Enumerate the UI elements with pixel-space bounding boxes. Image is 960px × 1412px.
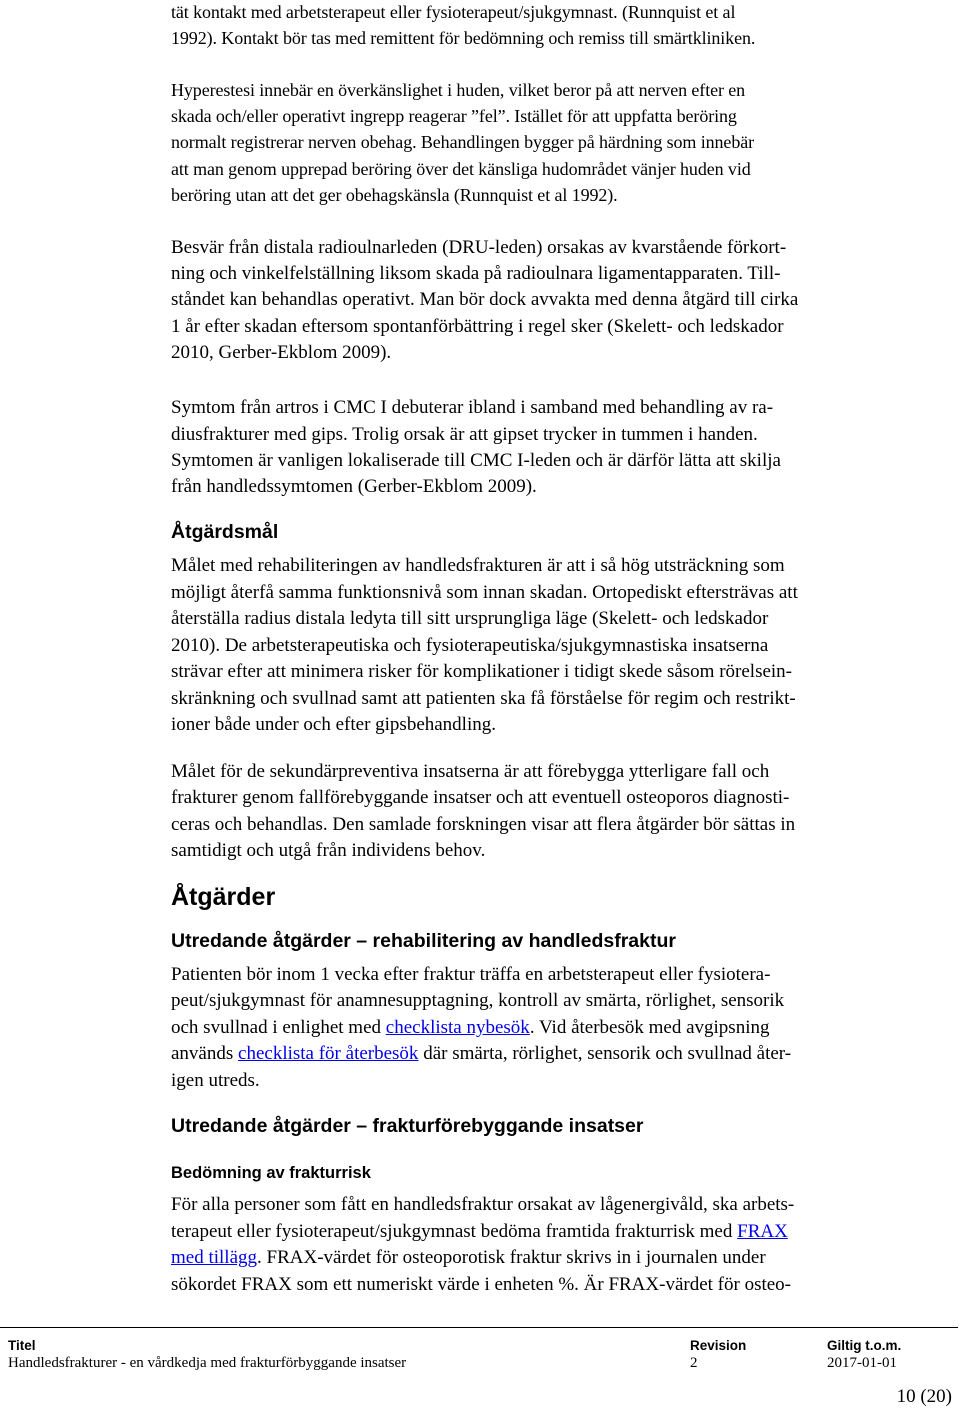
paragraph-line: Symtomen är vanligen lokaliserade till CMC I-leden och är därför lätta att skilja — [171, 450, 781, 471]
subheading-bedomning-frakturrisk: Bedömning av frakturrisk — [171, 1164, 371, 1182]
paragraph-line — [171, 1041, 791, 1067]
footer-divider — [0, 1327, 958, 1328]
paragraph-line: Målet med rehabiliteringen av handledsfrakturen är att i så hög utsträckning som — [171, 555, 785, 576]
subheading-frakturforebyggande: Utredande åtgärder – frakturförebyggande insatser — [171, 1115, 644, 1137]
paragraph-line: skränkning och svullnad samt att patienten ska få förståelse för regim och restrikt- — [171, 688, 796, 709]
paragraph-line: igen utreds. — [171, 1070, 260, 1091]
link-frax[interactable]: FRAX — [737, 1221, 788, 1242]
text-span: där smärta, rörlighet, sensorik och svullnad åter- — [418, 1043, 792, 1064]
paragraph-line: peut/sjukgymnast för anamnesupptagning, kontroll av smärta, rörlighet, sensorik — [171, 990, 785, 1011]
paragraph-line: att man genom upprepad beröring över det känsliga hudområdet vänjer huden vid — [171, 159, 751, 179]
subheading-rehabilitering: Utredande åtgärder – rehabilitering av handledsfraktur — [171, 930, 676, 952]
paragraph-line: ioner både under och efter gipsbehandling. — [171, 714, 496, 735]
paragraph-line: 1992). Kontakt bör tas med remittent för bedömning och remiss till smärtkliniken. — [171, 28, 756, 48]
paragraph-line: återställa radius distala ledyta till sitt ursprungliga läge (Skelett- och ledskador — [171, 608, 769, 629]
paragraph-line — [171, 1015, 769, 1041]
paragraph-line: möjligt återfå samma funktionsnivå som innan skadan. Ortopediskt eftersträvas att — [171, 582, 798, 603]
link-frax-med-tillagg[interactable]: med tillägg — [171, 1247, 258, 1268]
text-span: . FRAX-värdet för osteoporotisk fraktur skrivs in i journalen under — [257, 1247, 766, 1268]
text-span: och svullnad i enlighet med — [171, 1017, 386, 1038]
paragraph-line: Målet för de sekundärpreventiva insatserna är att förebygga ytterligare fall och — [171, 761, 770, 782]
section-heading-atgarder: Åtgärder — [171, 883, 276, 911]
footer-revision-value: 2 — [690, 1355, 698, 1371]
paragraph-line: sökordet FRAX som ett numeriskt värde i enheten %. Är FRAX-värdet för osteo- — [171, 1274, 792, 1295]
page-footer — [0, 1327, 960, 1412]
paragraph-line: 2010). De arbetsterapeutiska och fysioterapeutiska/sjukgymnastiska insatserna — [171, 635, 769, 656]
link-checklista-aterbesok[interactable]: checklista för återbesök — [238, 1043, 419, 1064]
text-span: terapeut eller fysioterapeut/sjukgymnast bedöma framtida frakturrisk med — [171, 1221, 738, 1242]
paragraph-line: ståndet kan behandlas operativt. Man bör dock avvakta med denna åtgärd till cirka — [171, 289, 799, 310]
paragraph-line: 2010, Gerber-Ekblom 2009). — [171, 342, 392, 363]
footer-revision-label: Revision — [690, 1338, 747, 1353]
paragraph-line: diusfrakturer med gips. Trolig orsak är att gipset trycker in tummen i handen. — [171, 424, 758, 445]
paragraph-line — [171, 1219, 788, 1245]
paragraph-line: beröring utan att det ger obehagskänsla (Runnquist et al 1992). — [171, 185, 618, 205]
paragraph-line — [171, 1245, 766, 1271]
paragraph-line: samtidigt och utgå från individens behov. — [171, 840, 486, 861]
footer-giltig-value: 2017-01-01 — [827, 1355, 897, 1371]
paragraph-line: Patienten bör inom 1 vecka efter fraktur träffa en arbetsterapeut eller fysiotera- — [171, 964, 771, 985]
paragraph-line: Hyperestesi innebär en överkänslighet i huden, vilket beror på att nerven efter en — [171, 80, 746, 100]
paragraph-line: från handledssymtomen (Gerber-Ekblom 2009). — [171, 476, 537, 497]
footer-titel-label: Titel — [8, 1338, 36, 1353]
paragraph-line: normalt registrerar nerven obehag. Behandlingen bygger på härdning som innebär — [171, 132, 755, 152]
paragraph-line: strävar efter att minimera risker för komplikationer i tidigt skede såsom rörelsein- — [171, 661, 792, 682]
footer-titel-value: Handledsfrakturer - en vårdkedja med frakturförbyggande insatser — [8, 1355, 407, 1371]
paragraph-line: ceras och behandlas. Den samlade forskningen visar att flera åtgärder bör sättas in — [171, 814, 796, 835]
section-heading-atgardsmal: Åtgärdsmål — [171, 521, 279, 543]
paragraph-line: 1 år efter skadan eftersom spontanförbättring i regel sker (Skelett- och ledskador — [171, 316, 784, 337]
page-number: 10 (20) — [896, 1386, 952, 1407]
text-span: . Vid återbesök med avgipsning — [529, 1017, 770, 1038]
link-checklista-nybesok[interactable]: checklista nybesök — [385, 1017, 530, 1038]
paragraph-line: Besvär från distala radioulnarleden (DRU-leden) orsakas av kvarstående förkort- — [171, 237, 787, 258]
footer-giltig-label: Giltig t.o.m. — [827, 1338, 902, 1353]
paragraph-line: skada och/eller operativt ingrepp reagerar ”fel”. Istället för att uppfatta beröring — [171, 106, 737, 126]
paragraph-line: frakturer genom fallförebyggande insatser och att eventuell osteoporos diagnosti- — [171, 787, 790, 808]
paragraph-line: Symtom från artros i CMC I debuterar ibland i samband med behandling av ra- — [171, 397, 774, 418]
paragraph-line: ning och vinkelfelställning liksom skada på radioulnara ligamentapparaten. Till- — [171, 263, 781, 284]
paragraph-line: tät kontakt med arbetsterapeut eller fysioterapeut/sjukgymnast. (Runnquist et al — [171, 2, 736, 22]
paragraph-line: För alla personer som fått en handledsfraktur orsakat av lågenergivåld, ska arbets- — [171, 1194, 795, 1215]
text-span: används — [171, 1043, 239, 1064]
